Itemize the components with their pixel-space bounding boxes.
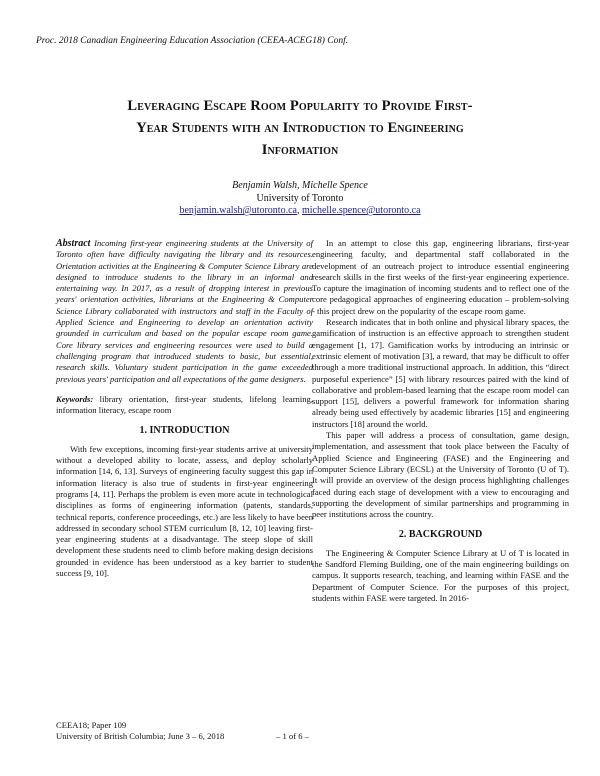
left-column [56, 238, 313, 579]
page-number: – 1 of 6 – [276, 730, 309, 741]
email-separator: , [296, 205, 302, 216]
footer-paper-id: CEEA18; Paper 109 [56, 720, 127, 730]
paragraph: In an attempt to close this gap, engineering librarians, first-year engineering faculty, and departmental staff collaborated in the development of an outreach project to introduce essential engineering research skills in the first weeks of the first-year engineering experience. To capture the imagination of incoming students and to reflect one of the core pedagogical approaches of engineering education – problem-solving - this project drew on the popularity of the escape room game. [312, 238, 569, 316]
author-names: Benjamin Walsh, Michelle Spence [232, 180, 368, 191]
title-line: Information [261, 142, 339, 158]
paper-title [55, 95, 545, 161]
footer [56, 720, 224, 741]
keywords-text: library orientation, first-year students, lifelong learning, information literacy, escape room [56, 393, 313, 416]
keywords [56, 394, 313, 417]
email-link[interactable]: benjamin.walsh@utoronto.ca [179, 205, 297, 216]
conference-header: Proc. 2018 Canadian Engineering Education Association (CEEA-ACEG18) Conf. [36, 36, 349, 46]
email-link[interactable]: michelle.spence@utoronto.ca [301, 205, 421, 216]
emails [0, 205, 600, 218]
footer-venue: University of British Columbia; June 3 – 6, 2018 [56, 730, 225, 741]
author-block [0, 180, 600, 218]
right-column [312, 238, 569, 604]
paragraph: Research indicates that in both online and physical library spaces, the gamification of instruction is an effective approach to strengthen student engagement [1, 17]. Gamification works by introducing an intrinsic or extrinsic element of motivation [3], a reward, that may be difficult to offer through a more traditional instructional approach. In addition, this “direct purposeful experience” [5] with library resources paired with the kind of collaborative and problem-based learning that the escape room model can support [15], delivers a powerful framework for information sharing already being used effectively by academic libraries [15] and engineering instructors [18] around the world. [312, 317, 569, 429]
title-line: Leveraging Escape Room Popularity to Provide First- [127, 98, 473, 114]
paragraph: This paper will address a process of consultation, game design, implementation, and assessment that took place between the Faculty of Applied Science and Engineering (FASE) and the Engineering and Computer Science Library (ECSL) at the University of Toronto (U of T). It will provide an overview of the design process highlighting challenges faced during each stage of development with a view to encouraging and supporting the development of similar partnerships and programming in peer institutions across the country. [312, 430, 569, 520]
paragraph: The Engineering & Computer Science Library at U of T is located in the Sandford Fleming Building, one of the main engineering buildings on campus. It supports research, teaching, and learning within FASE and the Department of Computer Science. For the purposes of this project, students within FASE were targeted. In 2016- [312, 547, 569, 603]
title-line: Year Students with an Introduction to Engineering [136, 120, 464, 136]
abstract-label: Abstract [56, 238, 91, 249]
section-heading: 2. BACKGROUND [398, 529, 483, 541]
abstract-text: Incoming first-year engineering students at the University of Toronto often have difficulty navigating the library and its resources. Orientation activities at the Engineering & Computer Science Library are designed to introduce students to the library in an informal and entertaining way. In 2017, as a result of dropping interest in previous years' orientation activities, librarians at the Engineering & Computer Science Library collaborated with instructors and staff in the Faculty of Applied Science and Engineering to develop an orientation activity grounded in curriculum and based on the popular escape room game. Core library services and engineering resources were used to build a challenging program that introduced students to basic, but essential, research skills. Voluntary student participation in the game exceeded previous years' participation and all expectations of the game designers. [56, 238, 313, 384]
affiliation: University of Toronto [256, 192, 344, 204]
section-heading: 1. INTRODUCTION [139, 425, 230, 437]
abstract [56, 238, 313, 385]
paragraph: With few exceptions, incoming first-year students arrive at university without a developed ability to locate, assess, and deploy scholarly information [14, 6, 13]. Surveys of engineering faculty suggest this gap in information literacy is also true of students in first-year engineering programs [4, 11]. Perhaps the problem is even more acute in technological disciplines as forms of engineering information (patents, standards, technical reports, conference proceedings, etc.) are less likely to have been addressed in secondary school STEM curriculum [8, 12, 10] leaving first-year engineering students at a disadvantage. The steep slope of skill development these students need to climb before making design decisions grounded in evidence has been understood as a key barrier to student success [9, 10]. [56, 443, 313, 579]
keywords-label: Keywords: [56, 393, 94, 404]
